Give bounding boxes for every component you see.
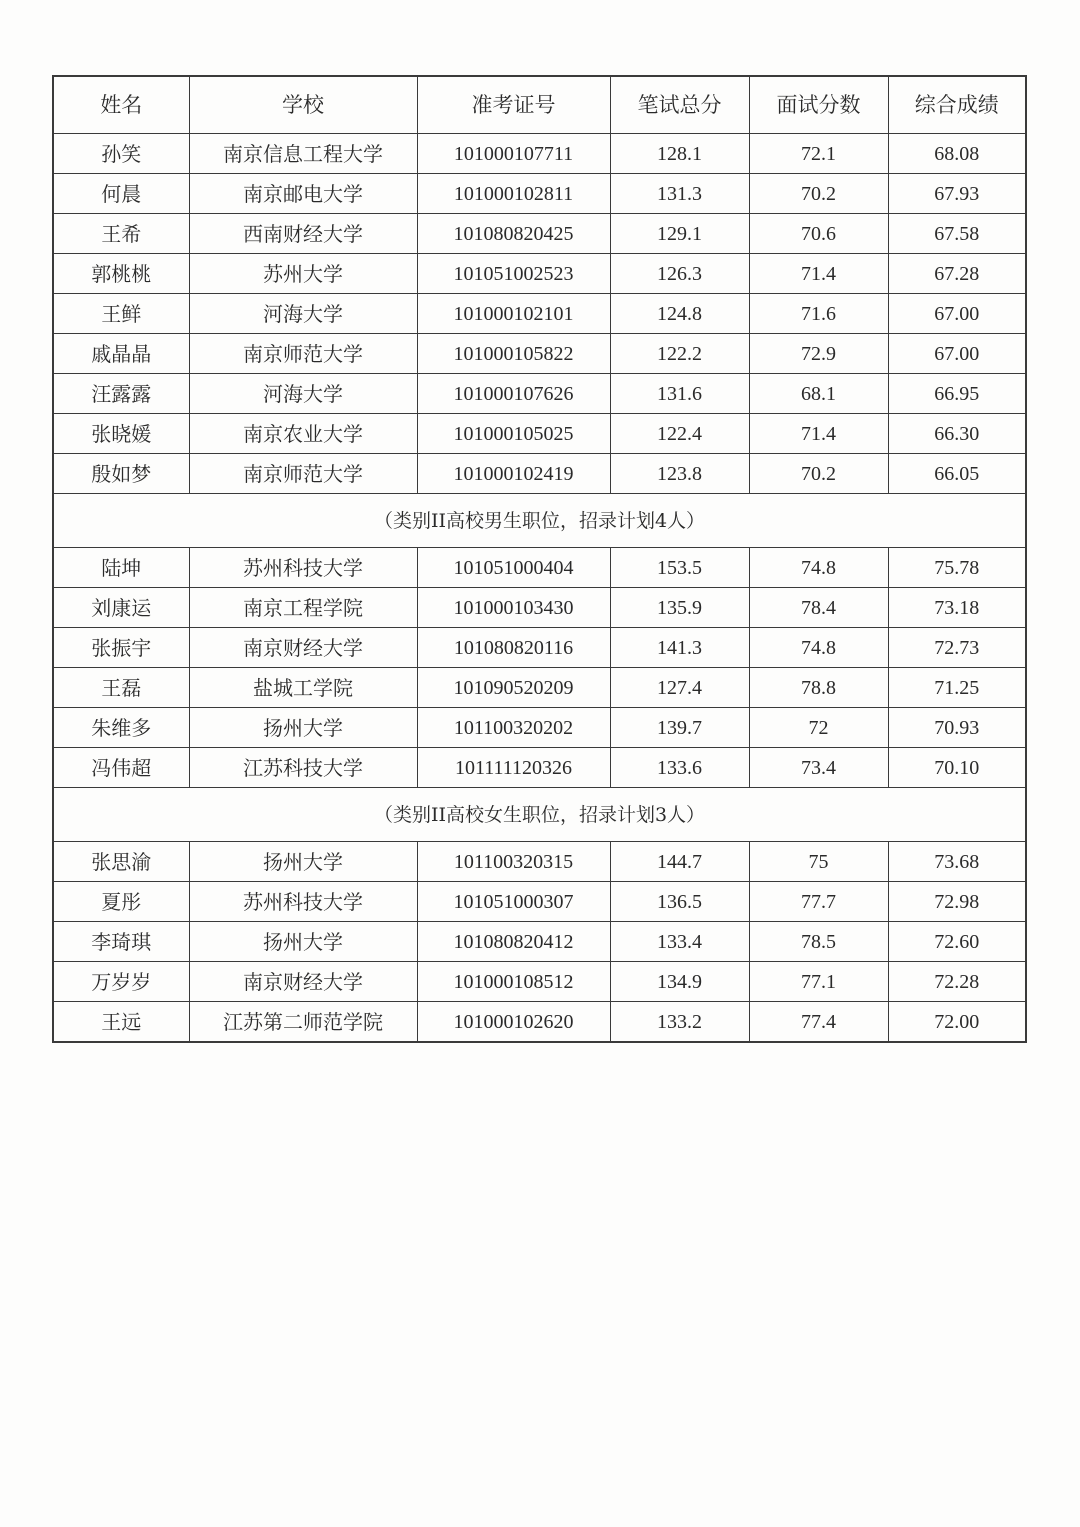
cell-exam-id: 101000102620 [417,1002,610,1043]
cell-exam-id: 101000105025 [417,414,610,454]
cell-exam-id: 101090520209 [417,668,610,708]
cell-exam-id: 101000102419 [417,454,610,494]
cell-exam-id: 101000107626 [417,374,610,414]
cell-interview-score: 73.4 [749,748,888,788]
cell-total-score: 72.60 [888,922,1026,962]
header-name: 姓名 [53,76,189,134]
score-table [52,75,1027,1043]
cell-total-score: 72.73 [888,628,1026,668]
cell-name: 王远 [53,1002,189,1043]
cell-interview-score: 71.4 [749,254,888,294]
cell-school: 南京工程学院 [189,588,417,628]
cell-written-score: 122.2 [610,334,749,374]
cell-interview-score: 72.1 [749,134,888,174]
cell-written-score: 133.6 [610,748,749,788]
table-row [53,134,1026,174]
cell-name: 李琦琪 [53,922,189,962]
table-header-row [53,76,1026,134]
cell-school: 南京邮电大学 [189,174,417,214]
cell-interview-score: 70.2 [749,174,888,214]
cell-school: 南京信息工程大学 [189,134,417,174]
cell-written-score: 128.1 [610,134,749,174]
cell-exam-id: 101080820412 [417,922,610,962]
table-row [53,254,1026,294]
table-body [53,134,1026,1043]
cell-written-score: 136.5 [610,882,749,922]
cell-name: 夏彤 [53,882,189,922]
cell-written-score: 135.9 [610,588,749,628]
cell-exam-id: 101080820116 [417,628,610,668]
cell-name: 孙笑 [53,134,189,174]
cell-interview-score: 70.2 [749,454,888,494]
cell-school: 苏州科技大学 [189,548,417,588]
table-row [53,454,1026,494]
cell-total-score: 73.68 [888,842,1026,882]
cell-interview-score: 77.7 [749,882,888,922]
cell-school: 扬州大学 [189,922,417,962]
cell-school: 南京农业大学 [189,414,417,454]
header-exam-id: 准考证号 [417,76,610,134]
cell-total-score: 67.93 [888,174,1026,214]
cell-exam-id: 101000108512 [417,962,610,1002]
cell-interview-score: 77.1 [749,962,888,1002]
cell-total-score: 72.98 [888,882,1026,922]
cell-name: 殷如梦 [53,454,189,494]
cell-school: 苏州大学 [189,254,417,294]
cell-total-score: 67.00 [888,294,1026,334]
cell-exam-id: 101000102811 [417,174,610,214]
cell-name: 张振宇 [53,628,189,668]
cell-written-score: 127.4 [610,668,749,708]
cell-total-score: 75.78 [888,548,1026,588]
cell-exam-id: 101051000404 [417,548,610,588]
table-row [53,748,1026,788]
table-row [53,548,1026,588]
cell-total-score: 70.10 [888,748,1026,788]
cell-interview-score: 71.6 [749,294,888,334]
table-row [53,334,1026,374]
cell-total-score: 72.00 [888,1002,1026,1043]
cell-name: 王希 [53,214,189,254]
cell-exam-id: 101111120326 [417,748,610,788]
header-interview-score: 面试分数 [749,76,888,134]
cell-interview-score: 77.4 [749,1002,888,1043]
table-row [53,668,1026,708]
cell-written-score: 153.5 [610,548,749,588]
cell-name: 万岁岁 [53,962,189,1002]
table-row [53,588,1026,628]
cell-school: 盐城工学院 [189,668,417,708]
cell-name: 郭桃桃 [53,254,189,294]
table-row [53,414,1026,454]
cell-exam-id: 101051000307 [417,882,610,922]
table-row [53,842,1026,882]
cell-written-score: 126.3 [610,254,749,294]
cell-total-score: 70.93 [888,708,1026,748]
table-row [53,708,1026,748]
cell-name: 王鲜 [53,294,189,334]
table-row [53,882,1026,922]
section-label: （类别II高校女生职位，招录计划3人） [53,788,1026,842]
cell-exam-id: 101000103430 [417,588,610,628]
cell-total-score: 68.08 [888,134,1026,174]
cell-name: 王磊 [53,668,189,708]
cell-written-score: 139.7 [610,708,749,748]
cell-name: 张晓媛 [53,414,189,454]
cell-interview-score: 78.5 [749,922,888,962]
score-table-sheet [52,75,1025,1043]
table-row [53,1002,1026,1043]
cell-exam-id: 101051002523 [417,254,610,294]
cell-interview-score: 78.4 [749,588,888,628]
cell-written-score: 133.2 [610,1002,749,1043]
cell-total-score: 72.28 [888,962,1026,1002]
cell-school: 南京财经大学 [189,962,417,1002]
cell-school: 南京师范大学 [189,334,417,374]
header-written-score: 笔试总分 [610,76,749,134]
cell-school: 河海大学 [189,294,417,334]
cell-written-score: 123.8 [610,454,749,494]
cell-exam-id: 101000105822 [417,334,610,374]
cell-written-score: 141.3 [610,628,749,668]
cell-total-score: 67.58 [888,214,1026,254]
cell-exam-id: 101100320315 [417,842,610,882]
cell-total-score: 66.95 [888,374,1026,414]
cell-exam-id: 101100320202 [417,708,610,748]
table-row [53,174,1026,214]
cell-interview-score: 71.4 [749,414,888,454]
cell-school: 西南财经大学 [189,214,417,254]
cell-exam-id: 101000107711 [417,134,610,174]
cell-written-score: 124.8 [610,294,749,334]
cell-exam-id: 101080820425 [417,214,610,254]
cell-total-score: 67.28 [888,254,1026,294]
cell-total-score: 73.18 [888,588,1026,628]
table-row [53,294,1026,334]
cell-written-score: 133.4 [610,922,749,962]
cell-interview-score: 72.9 [749,334,888,374]
cell-exam-id: 101000102101 [417,294,610,334]
table-row [53,628,1026,668]
cell-written-score: 129.1 [610,214,749,254]
cell-name: 冯伟超 [53,748,189,788]
section-label: （类别II高校男生职位，招录计划4人） [53,494,1026,548]
cell-name: 陆坤 [53,548,189,588]
cell-name: 何晨 [53,174,189,214]
cell-interview-score: 70.6 [749,214,888,254]
cell-school: 南京财经大学 [189,628,417,668]
cell-interview-score: 74.8 [749,628,888,668]
cell-school: 苏州科技大学 [189,882,417,922]
table-row [53,374,1026,414]
cell-name: 戚晶晶 [53,334,189,374]
cell-total-score: 66.05 [888,454,1026,494]
cell-written-score: 144.7 [610,842,749,882]
cell-name: 张思渝 [53,842,189,882]
table-row [53,962,1026,1002]
cell-total-score: 66.30 [888,414,1026,454]
cell-school: 扬州大学 [189,708,417,748]
section-header-row [53,494,1026,548]
cell-interview-score: 72 [749,708,888,748]
cell-interview-score: 78.8 [749,668,888,708]
section-header-row [53,788,1026,842]
table-row [53,214,1026,254]
cell-written-score: 131.3 [610,174,749,214]
header-total-score: 综合成绩 [888,76,1026,134]
cell-school: 南京师范大学 [189,454,417,494]
cell-written-score: 131.6 [610,374,749,414]
header-school: 学校 [189,76,417,134]
cell-name: 汪露露 [53,374,189,414]
cell-interview-score: 75 [749,842,888,882]
cell-total-score: 67.00 [888,334,1026,374]
cell-school: 江苏第二师范学院 [189,1002,417,1043]
table-row [53,922,1026,962]
cell-interview-score: 74.8 [749,548,888,588]
cell-total-score: 71.25 [888,668,1026,708]
cell-name: 刘康运 [53,588,189,628]
cell-interview-score: 68.1 [749,374,888,414]
cell-name: 朱维多 [53,708,189,748]
cell-written-score: 122.4 [610,414,749,454]
cell-school: 扬州大学 [189,842,417,882]
cell-written-score: 134.9 [610,962,749,1002]
cell-school: 河海大学 [189,374,417,414]
cell-school: 江苏科技大学 [189,748,417,788]
